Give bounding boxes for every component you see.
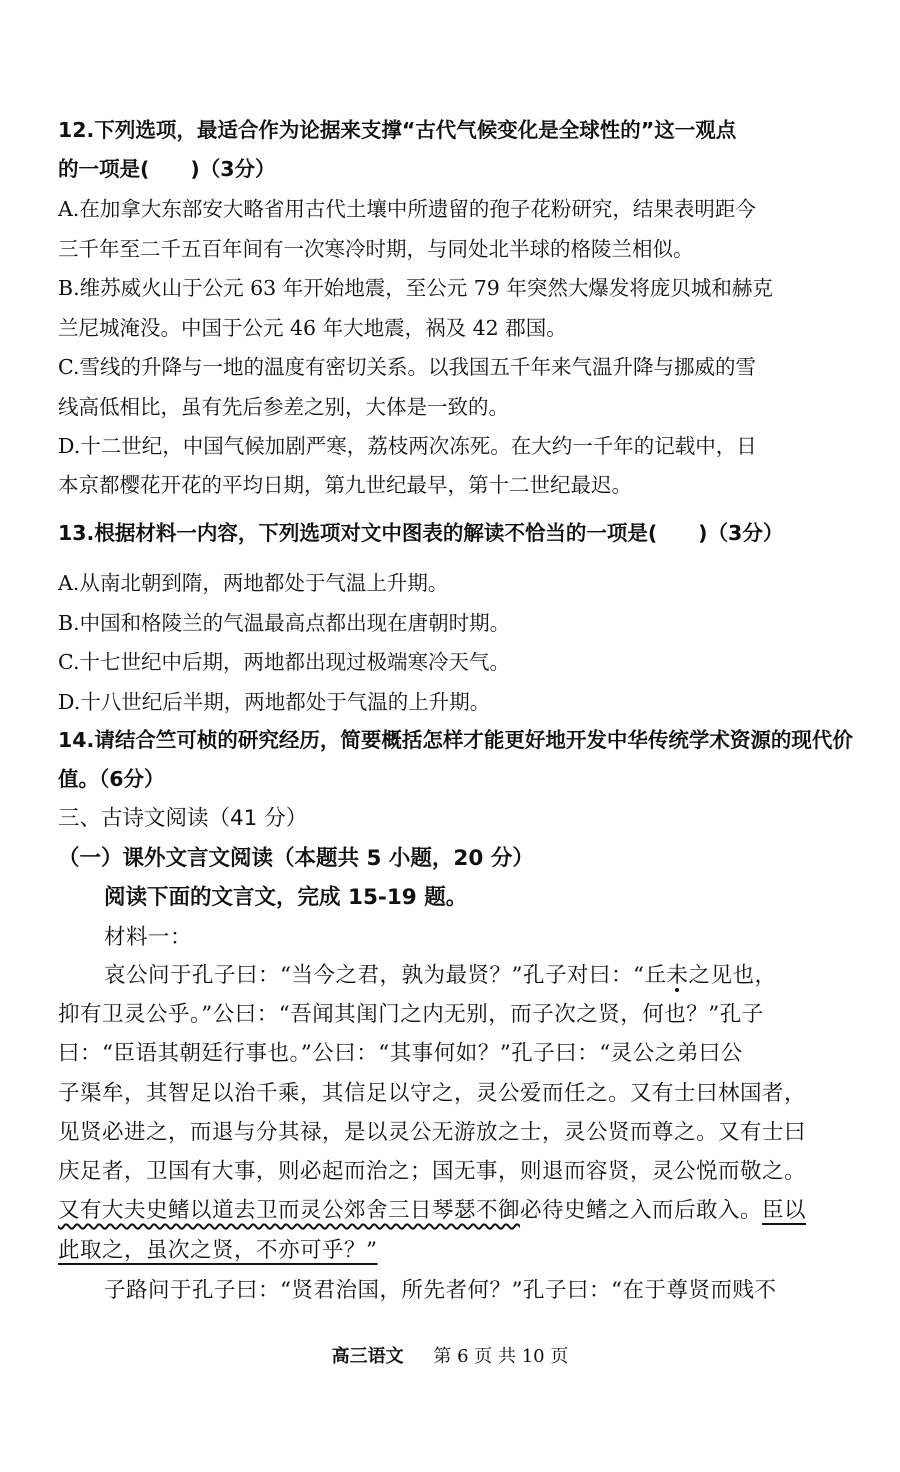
q12-option-d-line-2: 本京都樱花开花的平均日期，第九世纪最早，第十二世纪最迟。 <box>58 473 632 497</box>
emphasis-dot-char: 未 <box>666 963 689 988</box>
section-heading: 三、古诗文阅读（41 分） <box>58 806 308 831</box>
passage-paragraph-1-line-6: 庆足者，卫国有大事，则必起而治之；国无事，则退而容贤，灵公悦而敬之。 <box>58 1159 807 1184</box>
passage-text: 之见也， <box>688 963 777 988</box>
q13-stem: 13.根据材料一内容，下列选项对文中图表的解读不恰当的一项是( )（3分） <box>58 521 784 545</box>
instruction-text: 阅读下面的文言文，完成 15-19 题。 <box>104 885 468 910</box>
passage-paragraph-1-line-3: 曰：“臣语其朝廷行事也。”公曰：“其事何如？”孔子曰：“灵公之弟曰公 <box>58 1041 743 1066</box>
q14-line-1: 14.请结合竺可桢的研究经历，简要概括怎样才能更好地开发中华传统学术资源的现代价 <box>58 728 853 752</box>
passage-paragraph-1-line-8 <box>58 1237 378 1265</box>
page-footer <box>0 1342 900 1368</box>
q13-option-c: C.十七世纪中后期，两地都出现过极端寒冷天气。 <box>58 650 510 674</box>
passage-paragraph-1-line-2: 抑有卫灵公乎。”公曰：“吾闻其闺门之内无别，而子次之贤，何也？”孔子 <box>58 1002 764 1027</box>
q12-option-c-line-1: C.雪线的升降与一地的温度有密切关系。以我国五千年来气温升降与挪威的雪 <box>58 355 756 379</box>
q12-option-a-line-1: A.在加拿大东部安大略省用古代土壤中所遗留的孢子花粉研究，结果表明距今 <box>58 197 756 221</box>
footer-subject: 高三语文 <box>331 1346 404 1367</box>
q12-option-d-line-1: D.十二世纪，中国气候加剧严寒，荔枝两次冻死。在大约一千年的记载中，日 <box>58 434 757 458</box>
q13-option-a: A.从南北朝到隋，两地都处于气温上升期。 <box>58 571 449 595</box>
passage-paragraph-1-line-1 <box>104 962 777 990</box>
q12-option-b-line-1: B.维苏威火山于公元 63 年开始地震，至公元 79 年突然大爆发将庞贝城和赫克 <box>58 276 773 300</box>
wavy-underlined-sentence: 又有大夫史鳍以道去卫而灵公郊舍三日琴瑟不御 <box>58 1198 521 1223</box>
q14-line-2: 值。（6分） <box>58 767 165 791</box>
passage-text: 哀公问于孔子曰：“当今之君，孰为最贤？”孔子对曰：“丘 <box>104 963 667 988</box>
material-label: 材料一： <box>104 925 193 950</box>
underlined-sentence: 此取之，虽次之贤，不亦可乎？” <box>58 1238 378 1263</box>
sub-section-heading: （一）课外文言文阅读（本题共 5 小题，20 分） <box>58 846 534 871</box>
underlined-sentence: 臣以 <box>762 1198 807 1223</box>
passage-text: 必待史鳍之入而后敢入。 <box>520 1198 763 1223</box>
footer-page-number: 第 6 页 共 10 页 <box>433 1346 569 1367</box>
q12-stem-line-1: 12.下列选项，最适合作为论据来支撑“古代气候变化是全球性的”这一观点 <box>58 118 737 142</box>
passage-paragraph-1-line-4: 子渠牟，其智足以治千乘，其信足以守之，灵公爱而任之。又有士曰林国者， <box>58 1081 807 1106</box>
passage-paragraph-2-line-1: 子路问于孔子曰：“贤君治国，所先者何？”孔子曰：“在于尊贤而贱不 <box>104 1278 777 1303</box>
q12-option-b-line-2: 兰尼城淹没。中国于公元 46 年大地震，祸及 42 郡国。 <box>58 316 567 340</box>
q12-option-a-line-2: 三千年至二千五百年间有一次寒冷时期，与同处北半球的格陵兰相似。 <box>58 237 694 261</box>
q13-option-d: D.十八世纪后半期，两地都处于气温的上升期。 <box>58 690 491 714</box>
passage-paragraph-1-line-5: 见贤必进之，而退与分其禄，是以灵公无游放之士，灵公贤而尊之。又有士曰 <box>58 1120 807 1145</box>
passage-paragraph-1-line-7 <box>58 1197 806 1225</box>
q12-stem-line-2: 的一项是( )（3分） <box>58 157 276 181</box>
q12-option-c-line-2: 线高低相比，虽有先后参差之别，大体是一致的。 <box>58 395 509 419</box>
q13-option-b: B.中国和格陵兰的气温最高点都出现在唐朝时期。 <box>58 611 511 635</box>
